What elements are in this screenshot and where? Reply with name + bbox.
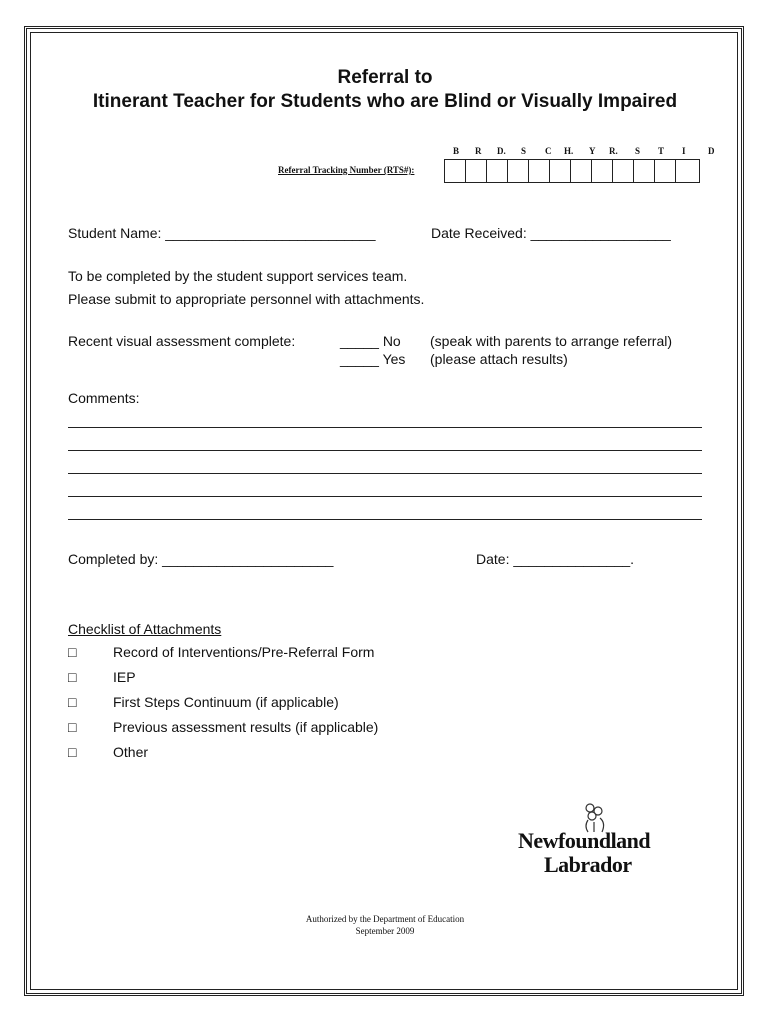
- date-received-field[interactable]: Date Received: __________________: [431, 225, 671, 241]
- checklist-item-label: Previous assessment results (if applicable): [113, 719, 379, 735]
- rts-box[interactable]: [675, 159, 700, 183]
- student-name-field[interactable]: Student Name: ___________________________: [68, 225, 376, 241]
- checklist-item[interactable]: [68, 719, 378, 735]
- checklist-item-label: Record of Interventions/Pre-Referral Form: [113, 644, 375, 660]
- checklist-item[interactable]: [68, 744, 148, 760]
- rts-box[interactable]: [444, 159, 466, 183]
- rts-head-7: Y: [589, 146, 596, 156]
- rts-head-1: B: [453, 146, 460, 156]
- footer-authorization: Authorized by the Department of Education: [305, 914, 465, 924]
- logo-line1: Newfoundland: [518, 828, 651, 853]
- checklist-item[interactable]: [68, 669, 136, 685]
- assessment-yes-option[interactable]: _____ Yes: [340, 351, 406, 367]
- rts-box[interactable]: [570, 159, 592, 183]
- rts-head-6: H.: [564, 146, 574, 156]
- comment-line[interactable]: [68, 450, 702, 451]
- rts-head-8: R.: [609, 146, 618, 156]
- instruction-line1: To be completed by the student support services team.: [68, 268, 408, 284]
- checkbox-icon[interactable]: □: [68, 719, 77, 735]
- comment-line[interactable]: [68, 473, 702, 474]
- assessment-no-note: (speak with parents to arrange referral): [430, 333, 672, 349]
- comment-line[interactable]: [68, 519, 702, 520]
- rts-box[interactable]: [486, 159, 508, 183]
- checklist-item-label: First Steps Continuum (if applicable): [113, 694, 339, 710]
- rts-head-5: C: [545, 146, 552, 156]
- rts-box[interactable]: [465, 159, 487, 183]
- rts-head-9: S: [635, 146, 641, 156]
- footer-date: September 2009: [355, 926, 415, 936]
- completed-by-field[interactable]: Completed by: ______________________: [68, 551, 334, 567]
- rts-box[interactable]: [549, 159, 571, 183]
- checkbox-icon[interactable]: □: [68, 694, 77, 710]
- comments-label: Comments:: [68, 390, 140, 406]
- form-title-line1: Referral to: [337, 67, 433, 88]
- rts-head-4: S: [521, 146, 527, 156]
- checklist-item-label: IEP: [113, 669, 136, 685]
- rts-head-3: D.: [497, 146, 506, 156]
- rts-box[interactable]: [612, 159, 634, 183]
- rts-head-11: I: [682, 146, 686, 156]
- rts-label: Referral Tracking Number (RTS#):: [278, 165, 415, 175]
- rts-box[interactable]: [591, 159, 613, 183]
- checkbox-icon[interactable]: □: [68, 644, 77, 660]
- checkbox-icon[interactable]: □: [68, 669, 77, 685]
- instruction-line2: Please submit to appropriate personnel with attachments.: [68, 291, 425, 307]
- newfoundland-labrador-logo: [518, 800, 668, 880]
- assessment-yes-note: (please attach results): [430, 351, 568, 367]
- checkbox-icon[interactable]: □: [68, 744, 77, 760]
- rts-box[interactable]: [633, 159, 655, 183]
- checklist-title: Checklist of Attachments: [68, 621, 222, 637]
- rts-head-12: D: [708, 146, 715, 156]
- rts-head-10: T: [658, 146, 665, 156]
- comment-line[interactable]: [68, 427, 702, 428]
- rts-box[interactable]: [507, 159, 529, 183]
- rts-head-2: R: [475, 146, 482, 156]
- checklist-item[interactable]: [68, 644, 374, 660]
- checklist-item-label: Other: [113, 744, 149, 760]
- rts-box[interactable]: [654, 159, 676, 183]
- rts-input-boxes[interactable]: [445, 159, 700, 183]
- assessment-label: Recent visual assessment complete:: [68, 333, 296, 349]
- form-title-line2: Itinerant Teacher for Students who are Blind or Visually Impaired: [92, 91, 678, 112]
- logo-line2: Labrador: [544, 852, 632, 877]
- completion-date-field[interactable]: Date: _______________.: [476, 551, 635, 567]
- rts-box[interactable]: [528, 159, 550, 183]
- comment-line[interactable]: [68, 496, 702, 497]
- assessment-no-option[interactable]: _____ No: [340, 333, 401, 349]
- checklist-item[interactable]: [68, 694, 339, 710]
